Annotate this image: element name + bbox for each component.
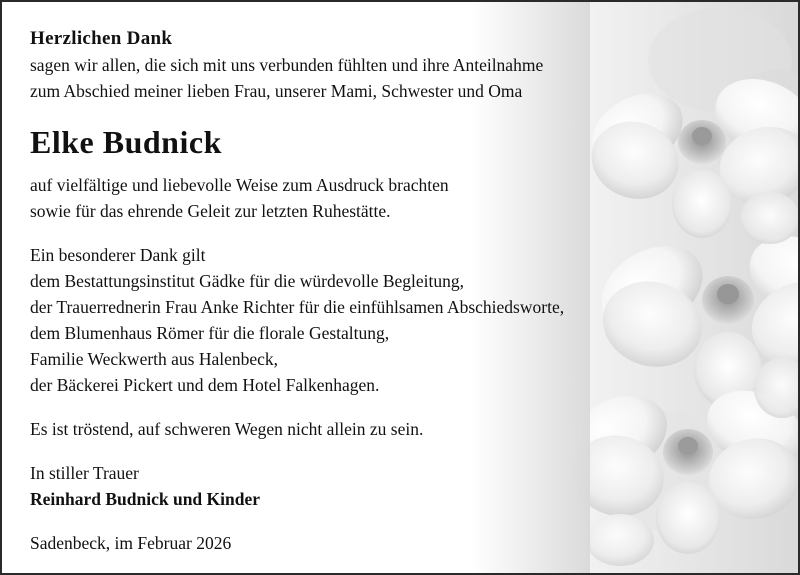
special-thanks-line-1: Ein besonderer Dank gilt bbox=[30, 245, 206, 265]
place-date-block bbox=[30, 530, 680, 556]
special-thanks-line-4: dem Blumenhaus Römer für die florale Gestaltung, bbox=[30, 323, 390, 343]
special-thanks-line-5: Familie Weckwerth aus Halenbeck, bbox=[30, 349, 279, 369]
intro-line-2: zum Abschied meiner lieben Frau, unserer Mami, Schwester und Oma bbox=[30, 81, 523, 101]
after-name-line-1: auf vielfältige und liebevolle Weise zum Ausdruck brachten bbox=[30, 175, 449, 195]
special-thanks-block bbox=[30, 242, 680, 398]
mourners-block bbox=[30, 460, 680, 512]
special-thanks-line-2: dem Bestattungsinstitut Gädke für die würdevolle Begleitung, bbox=[30, 271, 465, 291]
special-thanks-line-3: der Trauerrednerin Frau Anke Richter für die einfühlsamen Abschiedsworte, bbox=[30, 297, 565, 317]
special-thanks-line-6: der Bäckerei Pickert und dem Hotel Falkenhagen. bbox=[30, 375, 380, 395]
intro-line-1: sagen wir allen, die sich mit uns verbunden fühlten und ihre Anteilnahme bbox=[30, 55, 544, 75]
closing-line: Es ist tröstend, auf schweren Wegen nicht allein zu sein. bbox=[30, 419, 424, 439]
mourners-names: Reinhard Budnick und Kinder bbox=[30, 489, 261, 509]
deceased-name: Elke Budnick bbox=[30, 124, 222, 160]
closing-block bbox=[30, 416, 680, 442]
place-and-date: Sadenbeck, im Februar 2026 bbox=[30, 533, 232, 553]
after-name-line-2: sowie für das ehrende Geleit zur letzten Ruhestätte. bbox=[30, 201, 391, 221]
mourning-label: In stiller Trauer bbox=[30, 463, 139, 483]
thanks-heading: Herzlichen Dank bbox=[30, 28, 173, 49]
